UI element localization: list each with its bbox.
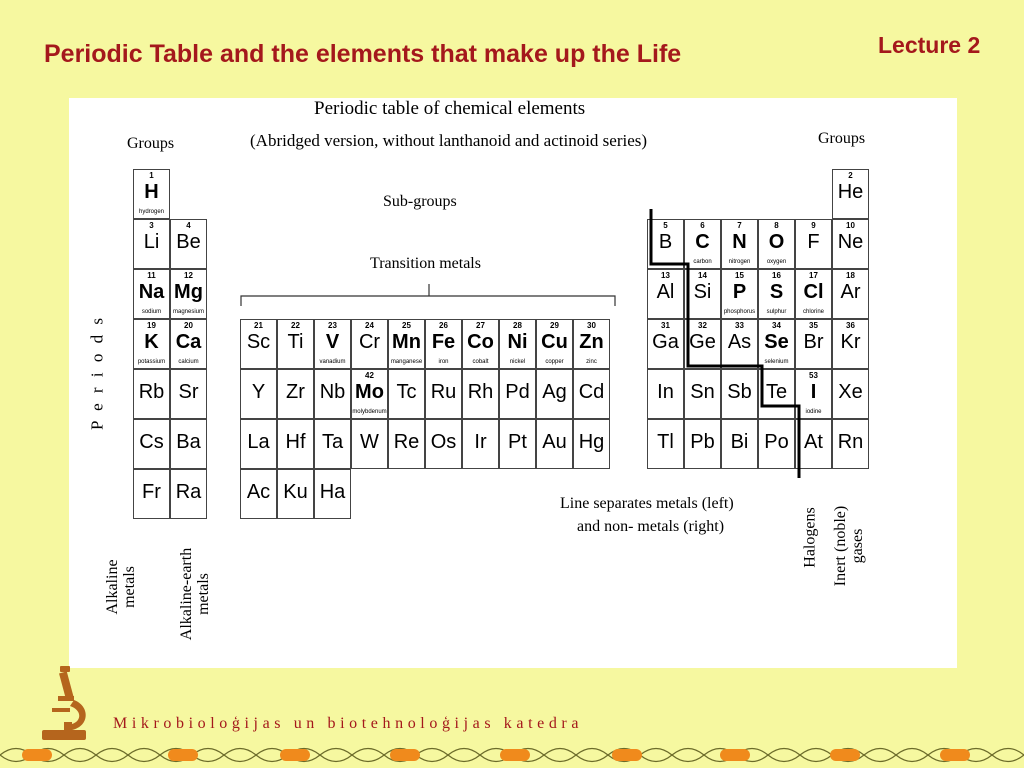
separator-note-line1: Line separates metals (left) xyxy=(560,495,734,512)
atomic-number: 53 xyxy=(809,371,818,380)
atomic-number: 30 xyxy=(587,321,596,330)
element-cell-li xyxy=(133,219,170,269)
element-symbol: Cl xyxy=(803,281,824,303)
atomic-number: 27 xyxy=(476,321,485,330)
element-name: sodium xyxy=(141,309,162,315)
element-cell-cs xyxy=(133,419,170,469)
element-symbol: At xyxy=(804,431,823,453)
element-symbol: He xyxy=(837,181,864,203)
element-cell-ar xyxy=(832,269,869,319)
element-cell-h xyxy=(133,169,170,219)
atomic-number: 24 xyxy=(365,321,374,330)
element-symbol: Mn xyxy=(392,331,421,353)
element-cell-w xyxy=(351,419,388,469)
element-symbol: Bi xyxy=(730,431,749,453)
element-cell-ne xyxy=(832,219,869,269)
alkaline-metals-label xyxy=(104,547,138,627)
element-name: iron xyxy=(438,359,449,365)
element-symbol: Cr xyxy=(358,331,381,353)
element-symbol: Hg xyxy=(578,431,605,453)
element-name: copper xyxy=(545,359,564,365)
element-symbol: V xyxy=(325,331,340,353)
element-cell-cu xyxy=(536,319,573,369)
element-symbol: Fe xyxy=(431,331,456,353)
element-cell-na xyxy=(133,269,170,319)
element-name: hydrogen xyxy=(138,209,165,215)
element-symbol: Ag xyxy=(542,381,567,403)
element-symbol: Ga xyxy=(652,331,679,353)
atomic-number: 42 xyxy=(365,371,374,380)
figure-title: Periodic table of chemical elements xyxy=(314,98,586,119)
element-symbol: Br xyxy=(803,331,824,353)
element-cell-au xyxy=(536,419,573,469)
element-symbol: Xe xyxy=(838,381,863,403)
element-name: zinc xyxy=(586,359,597,365)
element-name: cobalt xyxy=(472,359,489,365)
element-cell-ir xyxy=(462,419,499,469)
element-name: nickel xyxy=(509,359,526,365)
atomic-number: 17 xyxy=(809,271,818,280)
element-cell-ti xyxy=(277,319,314,369)
element-symbol: K xyxy=(144,331,159,353)
element-cell-mg xyxy=(170,269,207,319)
element-symbol: Ti xyxy=(287,331,304,353)
element-cell-he xyxy=(832,169,869,219)
element-name: manganese xyxy=(390,359,423,365)
element-symbol: Nb xyxy=(319,381,346,403)
element-cell-y xyxy=(240,369,277,419)
element-symbol: Cd xyxy=(578,381,605,403)
atomic-number: 15 xyxy=(735,271,744,280)
microscope-logo-icon xyxy=(36,664,92,744)
element-cell-rn xyxy=(832,419,869,469)
element-name: vanadium xyxy=(319,359,346,365)
alkaline-earth-metals-label xyxy=(178,534,212,654)
atomic-number: 16 xyxy=(772,271,781,280)
atomic-number: 9 xyxy=(811,221,816,230)
element-cell-pt xyxy=(499,419,536,469)
element-symbol: Cs xyxy=(139,431,164,453)
element-cell-ni xyxy=(499,319,536,369)
atomic-number: 6 xyxy=(700,221,705,230)
element-name: phosphorus xyxy=(723,309,756,315)
atomic-number: 8 xyxy=(774,221,779,230)
element-cell-hf xyxy=(277,419,314,469)
periods-label: P e r i o d s xyxy=(87,315,107,430)
atomic-number: 4 xyxy=(186,221,191,230)
groups-right-label: Groups xyxy=(818,130,866,147)
element-symbol: Pb xyxy=(690,431,715,453)
element-symbol: Fr xyxy=(142,481,161,503)
element-name: sulphur xyxy=(766,309,787,315)
element-cell-os xyxy=(425,419,462,469)
alkaline-earth-line1: Alkaline-earth xyxy=(178,547,195,641)
element-symbol: Hf xyxy=(285,431,306,453)
lecture-label: Lecture 2 xyxy=(878,32,981,58)
element-symbol: Po xyxy=(764,431,789,453)
element-cell-ta xyxy=(314,419,351,469)
element-symbol: Cu xyxy=(541,331,568,353)
element-symbol: Sr xyxy=(178,381,199,403)
element-name: calcium xyxy=(178,359,199,365)
element-symbol: Ru xyxy=(430,381,457,403)
atomic-number: 7 xyxy=(737,221,742,230)
element-symbol: Zr xyxy=(286,381,305,403)
element-symbol: Rh xyxy=(467,381,494,403)
element-cell-ku xyxy=(277,469,314,519)
element-symbol: P xyxy=(732,281,747,303)
element-cell-ba xyxy=(170,419,207,469)
alkaline-line2: metals xyxy=(121,566,138,608)
element-symbol: Sb xyxy=(727,381,752,403)
element-name: carbon xyxy=(693,259,712,265)
element-cell-tc xyxy=(388,369,425,419)
element-symbol: Re xyxy=(393,431,420,453)
decorative-border xyxy=(0,742,1024,768)
element-symbol: Ca xyxy=(175,331,202,353)
element-symbol: Ne xyxy=(837,231,864,253)
atomic-number: 25 xyxy=(402,321,411,330)
atomic-number: 12 xyxy=(184,271,193,280)
atomic-number: 3 xyxy=(149,221,154,230)
figure-subtitle: (Abridged version, without lanthanoid and actinoid series) xyxy=(250,131,648,150)
element-cell-mo xyxy=(351,369,388,419)
element-symbol: Li xyxy=(143,231,160,253)
atomic-number: 10 xyxy=(846,221,855,230)
element-name: molybdenum xyxy=(352,409,387,415)
element-symbol: Mo xyxy=(355,381,384,403)
element-cell-hg xyxy=(573,419,610,469)
atomic-number: 2 xyxy=(848,171,853,180)
element-symbol: In xyxy=(657,381,674,403)
atomic-number: 20 xyxy=(184,321,193,330)
atomic-number: 1 xyxy=(149,171,154,180)
element-symbol: Sc xyxy=(246,331,271,353)
atomic-number: 19 xyxy=(147,321,156,330)
element-cell-zn xyxy=(573,319,610,369)
atomic-number: 22 xyxy=(291,321,300,330)
element-symbol: Ge xyxy=(689,331,716,353)
element-symbol: Ha xyxy=(319,481,346,503)
element-cell-rb xyxy=(133,369,170,419)
atomic-number: 26 xyxy=(439,321,448,330)
element-symbol: Tl xyxy=(657,431,674,453)
atomic-number: 29 xyxy=(550,321,559,330)
element-name: oxygen xyxy=(766,259,787,265)
element-symbol: Au xyxy=(542,431,567,453)
element-symbol: As xyxy=(727,331,752,353)
element-symbol: Os xyxy=(430,431,457,453)
element-symbol: Rn xyxy=(837,431,864,453)
atomic-number: 34 xyxy=(772,321,781,330)
element-symbol: Zn xyxy=(579,331,604,353)
element-symbol: Tc xyxy=(396,381,417,403)
element-name: potassium xyxy=(137,359,166,365)
element-cell-pd xyxy=(499,369,536,419)
atomic-number: 5 xyxy=(663,221,668,230)
element-cell-cd xyxy=(573,369,610,419)
element-cell-xe xyxy=(832,369,869,419)
element-symbol: Na xyxy=(138,281,165,303)
atomic-number: 31 xyxy=(661,321,670,330)
element-symbol: S xyxy=(769,281,784,303)
atomic-number: 32 xyxy=(698,321,707,330)
element-cell-nb xyxy=(314,369,351,419)
element-cell-zr xyxy=(277,369,314,419)
element-cell-ru xyxy=(425,369,462,419)
element-symbol: Ba xyxy=(176,431,201,453)
element-cell-fr xyxy=(133,469,170,519)
element-symbol: Ac xyxy=(246,481,271,503)
metal-nonmetal-separator xyxy=(644,206,804,481)
element-symbol: Pd xyxy=(505,381,530,403)
element-symbol: Ir xyxy=(474,431,487,453)
element-cell-re xyxy=(388,419,425,469)
alkaline-line1: Alkaline xyxy=(104,559,121,615)
atomic-number: 21 xyxy=(254,321,263,330)
element-cell-la xyxy=(240,419,277,469)
element-symbol: B xyxy=(658,231,673,253)
atomic-number: 11 xyxy=(147,271,156,280)
element-symbol: Ku xyxy=(283,481,308,503)
element-symbol: C xyxy=(695,231,710,253)
element-symbol: Y xyxy=(251,381,266,403)
inert-line2: gases xyxy=(849,528,866,564)
element-symbol: Se xyxy=(764,331,789,353)
element-name: chlorine xyxy=(802,309,824,315)
halogens-label: Halogens xyxy=(801,507,819,568)
element-symbol: H xyxy=(144,181,159,203)
element-cell-rh xyxy=(462,369,499,419)
atomic-number: 23 xyxy=(328,321,337,330)
inert-line1: Inert (noble) xyxy=(832,505,849,587)
element-cell-kr xyxy=(832,319,869,369)
element-symbol: Be xyxy=(176,231,201,253)
element-symbol: I xyxy=(810,381,817,403)
element-symbol: Ar xyxy=(840,281,861,303)
element-symbol: Sn xyxy=(690,381,715,403)
element-symbol: Ni xyxy=(507,331,528,353)
separator-note-line2: and non- metals (right) xyxy=(577,518,725,535)
element-symbol: La xyxy=(247,431,270,453)
element-symbol: Ra xyxy=(175,481,202,503)
transition-bracket xyxy=(239,278,619,308)
element-symbol: Si xyxy=(693,281,712,303)
alkaline-earth-line2: metals xyxy=(195,573,212,615)
element-cell-sc xyxy=(240,319,277,369)
element-name: magnesium xyxy=(172,309,204,315)
periodic-table-figure xyxy=(69,98,957,668)
groups-left-label: Groups xyxy=(127,135,175,152)
subgroups-label: Sub-groups xyxy=(383,193,457,210)
element-cell-ag xyxy=(536,369,573,419)
element-cell-v xyxy=(314,319,351,369)
element-symbol: Co xyxy=(467,331,494,353)
element-symbol: Te xyxy=(765,381,788,403)
element-cell-sr xyxy=(170,369,207,419)
element-cell-ac xyxy=(240,469,277,519)
element-cell-co xyxy=(462,319,499,369)
element-cell-ca xyxy=(170,319,207,369)
element-name: iodine xyxy=(805,409,822,415)
element-symbol: Al xyxy=(656,281,675,303)
atomic-number: 13 xyxy=(661,271,670,280)
atomic-number: 36 xyxy=(846,321,855,330)
element-name: nitrogen xyxy=(728,259,751,265)
element-symbol: O xyxy=(768,231,785,253)
slide-title: Periodic Table and the elements that make up the Life xyxy=(44,40,682,68)
element-symbol: Rb xyxy=(138,381,165,403)
element-cell-cr xyxy=(351,319,388,369)
element-cell-fe xyxy=(425,319,462,369)
atomic-number: 18 xyxy=(846,271,855,280)
element-cell-k xyxy=(133,319,170,369)
element-symbol: Pt xyxy=(508,431,527,453)
element-cell-mn xyxy=(388,319,425,369)
element-symbol: Kr xyxy=(840,331,861,353)
element-symbol: Mg xyxy=(174,281,203,303)
element-cell-ra xyxy=(170,469,207,519)
element-cell-ha xyxy=(314,469,351,519)
atomic-number: 28 xyxy=(513,321,522,330)
inert-gases-label xyxy=(832,496,866,596)
transition-metals-label: Transition metals xyxy=(370,255,481,272)
atomic-number: 35 xyxy=(809,321,818,330)
element-cell-be xyxy=(170,219,207,269)
element-symbol: N xyxy=(732,231,747,253)
element-symbol: Ta xyxy=(321,431,344,453)
atomic-number: 14 xyxy=(698,271,707,280)
element-symbol: W xyxy=(360,431,379,453)
department-footer: Mikrobioloģijas un biotehnoloģijas katedra xyxy=(113,715,584,732)
element-symbol: F xyxy=(807,231,820,253)
atomic-number: 33 xyxy=(735,321,744,330)
element-name: selenium xyxy=(764,359,789,365)
